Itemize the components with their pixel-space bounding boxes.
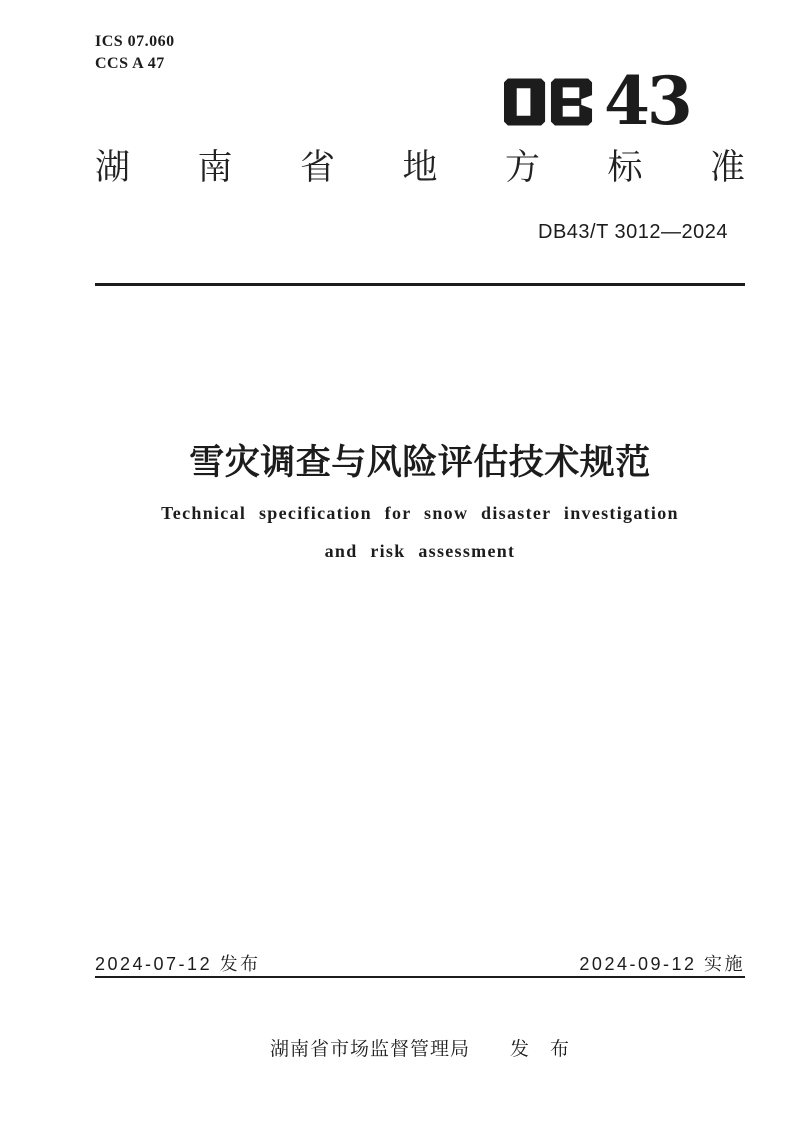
issue-date: 2024-07-12 发布 bbox=[95, 954, 261, 974]
ics-code: ICS 07.060 bbox=[95, 33, 175, 50]
db-lettermark-icon bbox=[504, 78, 594, 126]
dates-row bbox=[95, 950, 745, 976]
standard-number: DB43/T 3012—2024 bbox=[538, 221, 728, 243]
ccs-code: CCS A 47 bbox=[95, 55, 165, 72]
document-title-chinese: 雪灾调查与风险评估技术规范 bbox=[189, 443, 651, 482]
logo-region-number: 43 bbox=[604, 62, 690, 140]
publisher-line: 湖南省市场监督管理局 发 布 bbox=[269, 1039, 570, 1060]
standard-name: 湖南省地方标准 bbox=[95, 148, 745, 187]
document-title-english-line2: and risk assessment bbox=[324, 541, 516, 561]
header-rule bbox=[95, 283, 745, 286]
footer-rule bbox=[95, 976, 745, 978]
document-title-english-line1: Technical specification for snow disaster investigation bbox=[161, 503, 679, 523]
db43-logo bbox=[504, 62, 690, 140]
implement-date: 2024-09-12 实施 bbox=[579, 954, 745, 974]
